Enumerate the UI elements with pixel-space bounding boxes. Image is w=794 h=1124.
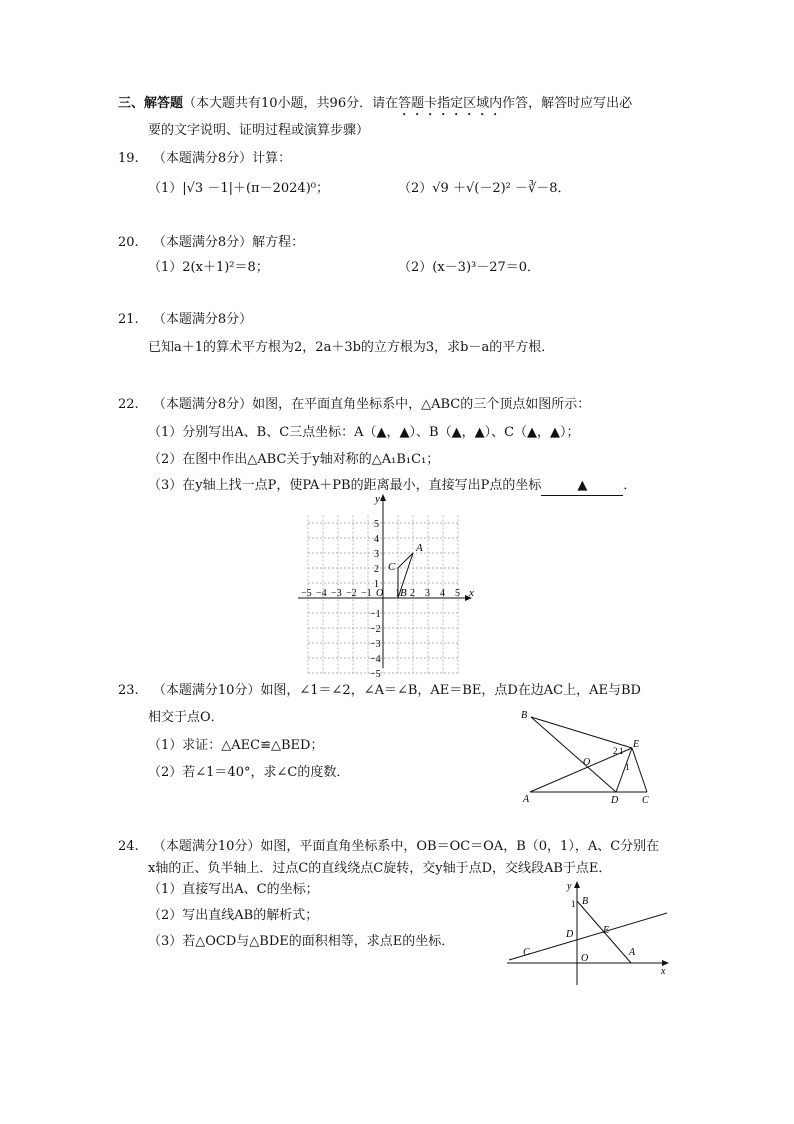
label-y: y [567,881,572,892]
q24-figure [505,877,673,987]
q23-title: （本题满分10分）如图，∠1＝∠2，∠A＝∠B，AE＝BE，点D在边AC上，AE与BD [152,683,641,698]
q22-part1: （1）分别写出A、B、C三点坐标：A（▲，▲）、B（▲，▲）、C（▲，▲）； [148,425,580,440]
vertex-label-b: B [400,587,407,599]
x-tick-label: 3 [425,588,430,599]
y-tick-label: 4 [374,534,379,545]
y-tick-label: 2 [374,564,379,575]
y-tick-label: −1 [370,609,381,620]
x-tick-label: −1 [361,588,372,599]
x-tick-label: −4 [316,588,327,599]
q20-part2: （2）(x－3)³－27＝0． [398,260,541,275]
vertex-label-a: A [416,542,423,554]
vertex-label-c: C [388,561,396,573]
q20-part1: （1）2(x＋1)²＝8； [148,260,269,275]
q23-heading [118,682,641,700]
x-tick-label: −2 [346,588,357,599]
section-note-b: 作答，解答时应写出必 [502,96,633,111]
q22-answer-blank: ▲ [541,477,623,496]
q24-title: （本题满分10分）如图，平面直角坐标系中，OB＝OC＝OA，B（0，1），A、C分别在 [152,839,660,854]
section-note-c: 要的文字说明、证明过程或演算步骤） [148,123,370,138]
label-d: D [566,929,574,940]
x-tick-label: −5 [301,588,312,599]
label-d: D [611,795,619,806]
segment-be [531,717,632,748]
y-axis-arrow [574,881,580,888]
q20-heading [118,234,304,252]
q24-part2: （2）写出直线AB的解析式； [148,908,319,923]
segment-bd [531,717,616,792]
q19-title: （本题满分8分）计算： [152,151,292,166]
x-tick-label: 4 [440,588,445,599]
section-note-a: （本大题共有10小题，共96分．请在 [183,96,399,111]
label-angle1: 1 [625,762,630,772]
section-title: 三、解答题 [118,96,184,111]
y-tick-label: 3 [374,549,379,560]
segment-ec [632,748,647,792]
q24-part3: （3）若△OCD与△BDE的面积相等，求点E的坐标． [148,934,455,949]
label-c: C [523,947,530,958]
label-b: B [521,710,528,721]
label-angle1-top: 1 [619,746,624,756]
section-header [118,95,632,119]
q21-number: 21. [118,312,139,327]
q22-title: （本题满分8分）如图，在平面直角坐标系中，△ABC的三个顶点如图所示： [152,397,591,412]
q22-part3-end: ． [623,478,637,493]
y-tick-label: −3 [370,639,381,650]
label-a: A [523,794,530,805]
label-x: x [661,966,666,977]
q19-heading [118,150,291,168]
label-b: B [582,896,589,907]
x-tick-label: 2 [410,588,415,599]
q21-heading [118,311,252,329]
y-axis-arrow [380,494,386,501]
label-one: 1 [571,899,576,909]
label-e: E [633,739,640,750]
x-tick-label: 5 [455,588,460,599]
vertex-labels [388,542,423,599]
q23-part1: （1）求证：△AEC≌△BED； [148,738,324,753]
q24-part1: （1）直接写出A、C的坐标； [148,882,319,897]
y-tick-label: −4 [370,654,381,665]
label-angle2: 2 [613,746,618,756]
label-o: O [583,757,591,768]
q20-number: 20. [118,235,139,250]
label-e: E [603,925,610,936]
q23-part2: （2）若∠1＝40°，求∠C的度数． [148,765,350,780]
q22-coordinate-grid [296,492,482,680]
x-axis-label: x [469,587,474,599]
label-o: O [581,953,589,964]
y-axis-label: y [375,493,380,505]
q20-title: （本题满分8分）解方程： [152,235,305,250]
y-tick-labels [370,519,384,680]
q21-body: 已知a＋1的算术平方根为2，2a＋3b的立方根为3，求b－a的平方根． [148,340,555,355]
y-tick-label: −2 [370,624,381,635]
label-a: A [629,947,636,958]
q23-title-cont: 相交于点O． [148,710,224,725]
label-c: C [642,795,649,806]
q23-number: 23. [118,683,139,698]
q24-number: 24. [118,839,139,854]
origin-label: O [376,588,384,599]
y-tick-label: −5 [370,669,381,680]
q22-heading [118,396,590,414]
y-tick-label: 1 [374,579,379,590]
q19-part2: （2）√9 ＋√(－2)² －∛－8． [398,181,571,196]
q22-part3-text: （3）在y轴上找一点P，使PA＋PB的距离最小，直接写出P点的坐标 [148,478,542,493]
q19-part1: （1）|√3 －1|＋(π－2024)⁰； [148,181,329,196]
q22-number: 22. [118,397,139,412]
q22-part2: （2）在图中作出△ABC关于y轴对称的△A₁B₁C₁； [148,452,440,467]
y-tick-label: 5 [374,519,379,530]
q24-heading [118,838,659,856]
x-tick-label: −3 [331,588,342,599]
q23-figure [515,706,660,808]
q19-number: 19. [118,151,139,166]
x-tick-label: 1 [395,588,400,599]
section-note-emphasis: 答题卡指定区域内 [398,96,503,111]
q21-title: （本题满分8分） [152,312,253,327]
q24-title-cont: x轴的正、负半轴上．过点C的直线绕点C旋转，交y轴于点D，交线段AB于点E． [148,861,612,876]
